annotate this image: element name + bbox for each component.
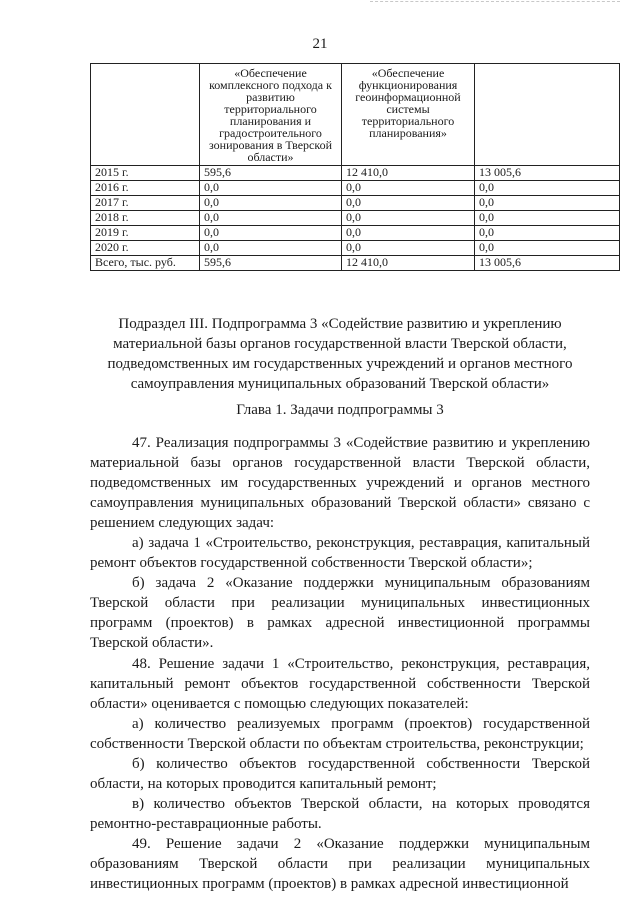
table-cell: 0,0 <box>200 241 342 256</box>
table-header-cell <box>475 64 620 166</box>
table-cell: 0,0 <box>200 196 342 211</box>
table-row <box>91 196 620 211</box>
table-cell: 13 005,6 <box>475 166 620 181</box>
table-cell-year: 2016 г. <box>91 181 200 196</box>
paragraph: б) количество объектов государственной собственности Тверской области, на которых проводится капитальный ремонт; <box>90 755 590 792</box>
table-header-cell: «Обеспечение функционирования геоинформационной системы территориального планирования» <box>342 64 475 166</box>
table-cell-year: 2015 г. <box>91 166 200 181</box>
table-row <box>91 166 620 181</box>
paragraph: б) задача 2 «Оказание поддержки муниципальным образованиям Тверской области при реализации муниципальных инвестиционных программ (проектов) в рамках адресной инвестиционной программы Тверской области». <box>90 575 590 652</box>
table-cell-year: 2019 г. <box>91 226 200 241</box>
table-cell: 0,0 <box>200 211 342 226</box>
chapter-title: Глава 1. Задачи подпрограммы 3 <box>236 402 444 418</box>
table-cell: 0,0 <box>342 226 475 241</box>
body-text <box>90 433 590 894</box>
table-header-cell: «Обеспечение комплексного подхода к развитию территориального планирования и градостроительного зонирования в Тверской области» <box>200 64 342 166</box>
page-number: 21 <box>312 36 328 52</box>
table-cell: 0,0 <box>342 181 475 196</box>
table-row <box>91 241 620 256</box>
table-cell: 595,6 <box>200 166 342 181</box>
table-cell: 0,0 <box>342 241 475 256</box>
table-cell: 13 005,6 <box>475 256 620 271</box>
scan-top-marks <box>370 1 620 5</box>
table-cell: 0,0 <box>475 226 620 241</box>
paragraph: в) количество объектов Тверской области, на которых проводятся ремонтно-реставрационные работы. <box>90 795 590 832</box>
table-cell: 595,6 <box>200 256 342 271</box>
table-header-row <box>91 64 620 166</box>
paragraph: 47. Реализация подпрограммы 3 «Содействие развитию и укреплению материальной базы органов государственной власти Тверской области, подведомственных им государственных учреждений и органов местного самоуправления муниципальных образований Тверской области» связано с решением следующих задач: <box>90 435 590 532</box>
table-cell: 12 410,0 <box>342 256 475 271</box>
table-row <box>91 211 620 226</box>
table-cell-year: 2017 г. <box>91 196 200 211</box>
table-cell-year: 2020 г. <box>91 241 200 256</box>
table-cell: 0,0 <box>200 181 342 196</box>
table-total-row <box>91 256 620 271</box>
table-cell: 0,0 <box>342 196 475 211</box>
table-row <box>91 226 620 241</box>
paragraph: 48. Решение задачи 1 «Строительство, реконструкция, реставрация, капитальный ремонт объектов государственной собственности Тверской области» оценивается с помощью следующих показателей: <box>90 655 590 712</box>
table-row <box>91 181 620 196</box>
budget-table <box>90 63 620 271</box>
table-cell: 0,0 <box>475 196 620 211</box>
table-cell: 12 410,0 <box>342 166 475 181</box>
paragraph: а) количество реализуемых программ (проектов) государственной собственности Тверской области по объектам строительства, реконструкции; <box>90 715 590 752</box>
paragraph: 49. Решение задачи 2 «Оказание поддержки муниципальным образованиям Тверской области при реализации муниципальных инвестиционных программ (проектов) в рамках адресной инвестиционной <box>90 835 590 893</box>
table-cell: 0,0 <box>475 211 620 226</box>
table-cell: 0,0 <box>200 226 342 241</box>
table-header-cell <box>91 64 200 166</box>
paragraph: а) задача 1 «Строительство, реконструкция, реставрация, капитальный ремонт объектов государственной собственности Тверской области»; <box>90 535 590 572</box>
table-cell: 0,0 <box>342 211 475 226</box>
table-cell: 0,0 <box>475 241 620 256</box>
table-cell: 0,0 <box>475 181 620 196</box>
subsection-title: Подраздел III. Подпрограмма 3 «Содействие развитию и укреплению материальной базы органов государственной власти Тверской области, подведомственных им государственных учреждений и органов местного самоуправления муниципальных образований Тверской области» <box>107 316 573 392</box>
table-cell-year: 2018 г. <box>91 211 200 226</box>
table-cell-total-label: Всего, тыс. руб. <box>91 256 200 271</box>
